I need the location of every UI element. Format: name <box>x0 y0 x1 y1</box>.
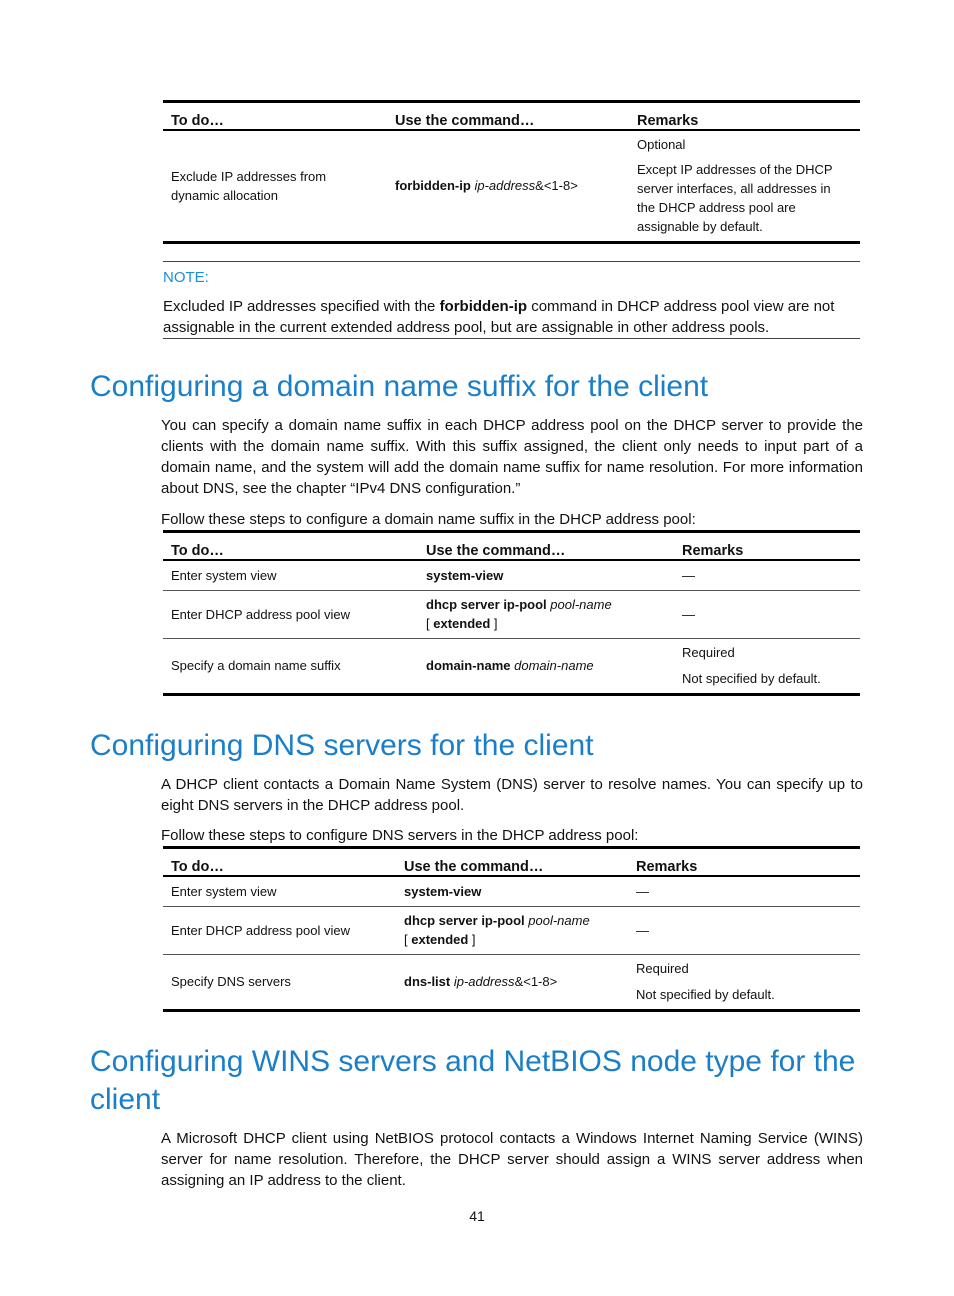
forbidden-ip-table <box>163 100 860 244</box>
todo-cell: Enter DHCP address pool view <box>163 590 418 638</box>
col-header-command: Use the command… <box>396 848 628 877</box>
command-cell <box>387 130 629 242</box>
col-header-command: Use the command… <box>387 102 629 131</box>
command-keyword: dhcp server ip-pool <box>404 913 525 928</box>
todo-cell: Enter system view <box>163 876 396 906</box>
remark-required: Required <box>682 645 735 660</box>
section3-paragraph: A Microsoft DHCP client using NetBIOS protocol contacts a Windows Internet Naming Service (WINS) server for name resolution. Therefore, the DHCP server should assign a WINS server address when assigning an IP address to the client. <box>161 1130 863 1189</box>
page-number: 41 <box>469 1208 485 1224</box>
todo-cell: Enter system view <box>163 560 418 590</box>
note-top-rule <box>163 261 860 262</box>
command-keyword: system-view <box>404 883 482 899</box>
command-cell <box>396 876 628 906</box>
col-header-todo: To do… <box>163 102 387 131</box>
section2-paragraph: A DHCP client contacts a Domain Name System (DNS) server to resolve names. You can specify up to eight DNS servers in the DHCP address pool. <box>161 776 863 814</box>
note-keyword: forbidden-ip <box>439 298 528 315</box>
col-header-remarks: Remarks <box>628 848 860 877</box>
command-cell <box>396 906 628 954</box>
col-header-command: Use the command… <box>418 532 674 561</box>
bracket-close: ] <box>468 932 476 947</box>
remarks-cell: — <box>628 906 860 954</box>
command-keyword: dns-list <box>404 974 451 989</box>
section3-title-line1: Configuring WINS servers and NetBIOS node type for the <box>90 1045 856 1078</box>
note-bottom-rule <box>163 338 860 339</box>
command-cell <box>396 954 628 1010</box>
bracket-open: [ <box>404 932 412 947</box>
section-heading-domain-suffix: Configuring a domain name suffix for the client <box>90 370 709 403</box>
remark-default: Not specified by default. <box>636 987 775 1002</box>
remarks-cell <box>628 954 860 1010</box>
command-cell <box>418 560 674 590</box>
command-argument: pool-name <box>528 913 590 928</box>
command-keyword: forbidden-ip <box>395 178 471 194</box>
note-text-post: command in DHCP address pool view are not assignable in the current extended address pool, but are assignable in other address pools. <box>163 298 835 336</box>
section1-intro: Follow these steps to configure a domain name suffix in the DHCP address pool: <box>161 511 696 528</box>
dns-servers-table <box>163 846 860 1012</box>
command-keyword: system-view <box>426 567 504 583</box>
col-header-todo: To do… <box>163 532 418 561</box>
note-label: NOTE: <box>163 269 209 286</box>
command-cell <box>418 590 674 638</box>
note-text <box>163 296 860 338</box>
remark-detail: Except IP addresses of the DHCP server interfaces, all addresses in the DHCP address pool are assignable by default. <box>637 162 833 235</box>
todo-cell: Specify a domain name suffix <box>163 638 418 694</box>
section1-paragraph: You can specify a domain name suffix in each DHCP address pool on the DHCP server to provide the clients with the domain name suffix. With this suffix assigned, the client only needs to input part of a domain name, and the system will add the domain name suffix for name resolution. For more information about DNS, see the chapter “IPv4 DNS configuration.” <box>161 417 863 497</box>
todo-cell: Exclude IP addresses from dynamic allocation <box>163 130 387 242</box>
command-argument: domain-name <box>514 658 594 673</box>
command-keyword-extended: extended <box>433 616 491 631</box>
section3-title-line2: client <box>90 1083 161 1116</box>
command-range: &<1-8> <box>535 178 578 194</box>
bracket-open: [ <box>426 616 434 631</box>
command-range: &<1-8> <box>514 974 558 989</box>
remarks-cell <box>674 638 860 694</box>
command-keyword: dhcp server ip-pool <box>426 597 547 612</box>
section-heading-wins-servers <box>90 1043 855 1119</box>
command-keyword-extended: extended <box>411 932 469 947</box>
command-argument: ip-address <box>474 178 536 194</box>
command-keyword: domain-name <box>426 658 511 673</box>
remark-required: Required <box>636 961 689 976</box>
remarks-cell: — <box>674 560 860 590</box>
section2-intro: Follow these steps to configure DNS servers in the DHCP address pool: <box>161 827 639 844</box>
remarks-cell: — <box>628 876 860 906</box>
note-text-pre: Excluded IP addresses specified with the <box>163 298 440 315</box>
col-header-remarks: Remarks <box>674 532 860 561</box>
col-header-todo: To do… <box>163 848 396 877</box>
remark-default: Not specified by default. <box>682 671 821 686</box>
command-argument: pool-name <box>550 597 612 612</box>
remarks-cell: — <box>674 590 860 638</box>
remark-optional: Optional <box>637 137 686 153</box>
todo-cell: Specify DNS servers <box>163 954 396 1010</box>
command-cell <box>418 638 674 694</box>
section-heading-dns-servers: Configuring DNS servers for the client <box>90 729 594 762</box>
bracket-close: ] <box>490 616 498 631</box>
col-header-remarks: Remarks <box>629 102 860 131</box>
remarks-cell <box>629 130 860 242</box>
todo-cell: Enter DHCP address pool view <box>163 906 396 954</box>
command-argument: ip-address <box>453 974 515 989</box>
domain-suffix-table <box>163 530 860 696</box>
